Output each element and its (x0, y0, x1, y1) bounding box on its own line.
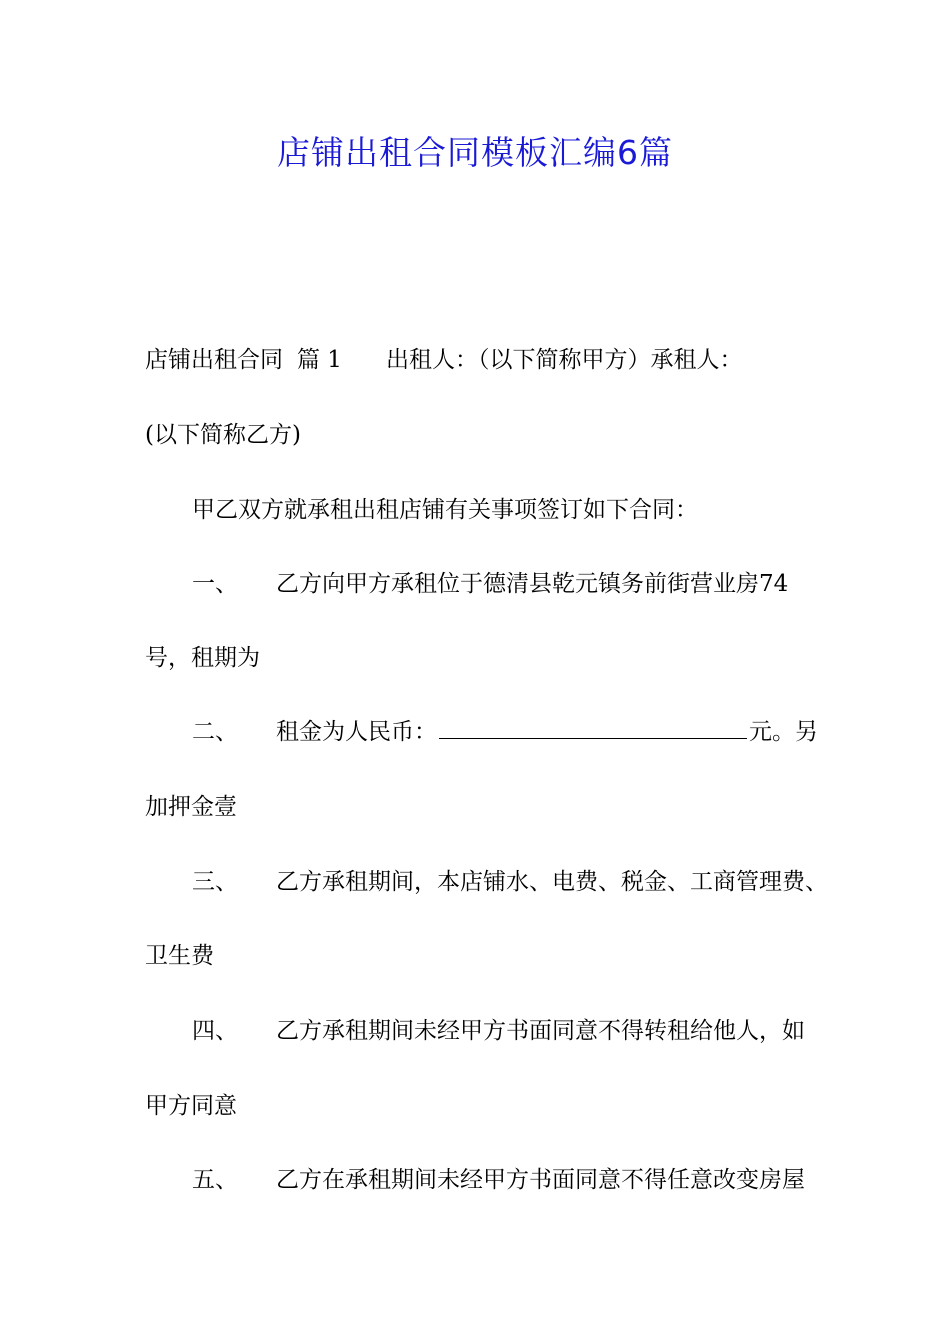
clause-1-continuation: 号，租期为 (145, 645, 260, 671)
rent-amount-blank (439, 716, 747, 739)
clause-number: 五、 (192, 1167, 238, 1193)
clause-text-after: 元。另 (749, 719, 818, 745)
clause-1 (192, 567, 788, 601)
clause-text: 乙方在承租期间未经甲方书面同意不得任意改变房屋 (276, 1167, 805, 1193)
lessee-line: (以下简称乙方) (145, 422, 301, 448)
clause-number: 四、 (192, 1018, 238, 1044)
section-label: 店铺出租合同 (145, 347, 283, 373)
clause-number: 一、 (192, 571, 238, 597)
header-line (145, 343, 742, 377)
clause-number: 三、 (192, 869, 238, 895)
clause-3 (192, 865, 828, 899)
clause-text: 乙方向甲方承租位于德清县乾元镇务前街营业房74 (276, 571, 789, 597)
clause-3-continuation: 卫生费 (145, 943, 214, 969)
clause-number: 二、 (192, 719, 238, 745)
clause-text: 乙方承租期间未经甲方书面同意不得转租给他人，如 (276, 1018, 805, 1044)
clause-text: 乙方承租期间，本店铺水、电费、税金、工商管理费、 (276, 869, 828, 895)
document-title: 店铺出租合同模板汇编6篇 (277, 133, 673, 172)
intro-paragraph: 甲乙双方就承租出租店铺有关事项签订如下合同： (192, 497, 698, 523)
clause-text: 租金为人民币： (276, 719, 437, 745)
clause-2 (192, 715, 818, 749)
clause-5 (192, 1163, 805, 1197)
lessor-line: 出租人：（以下简称甲方）承租人： (385, 347, 743, 373)
clause-4-continuation: 甲方同意 (145, 1093, 237, 1119)
section-number: 篇 1 (297, 347, 342, 373)
clause-4 (192, 1014, 805, 1048)
clause-2-continuation: 加押金壹 (145, 794, 237, 820)
